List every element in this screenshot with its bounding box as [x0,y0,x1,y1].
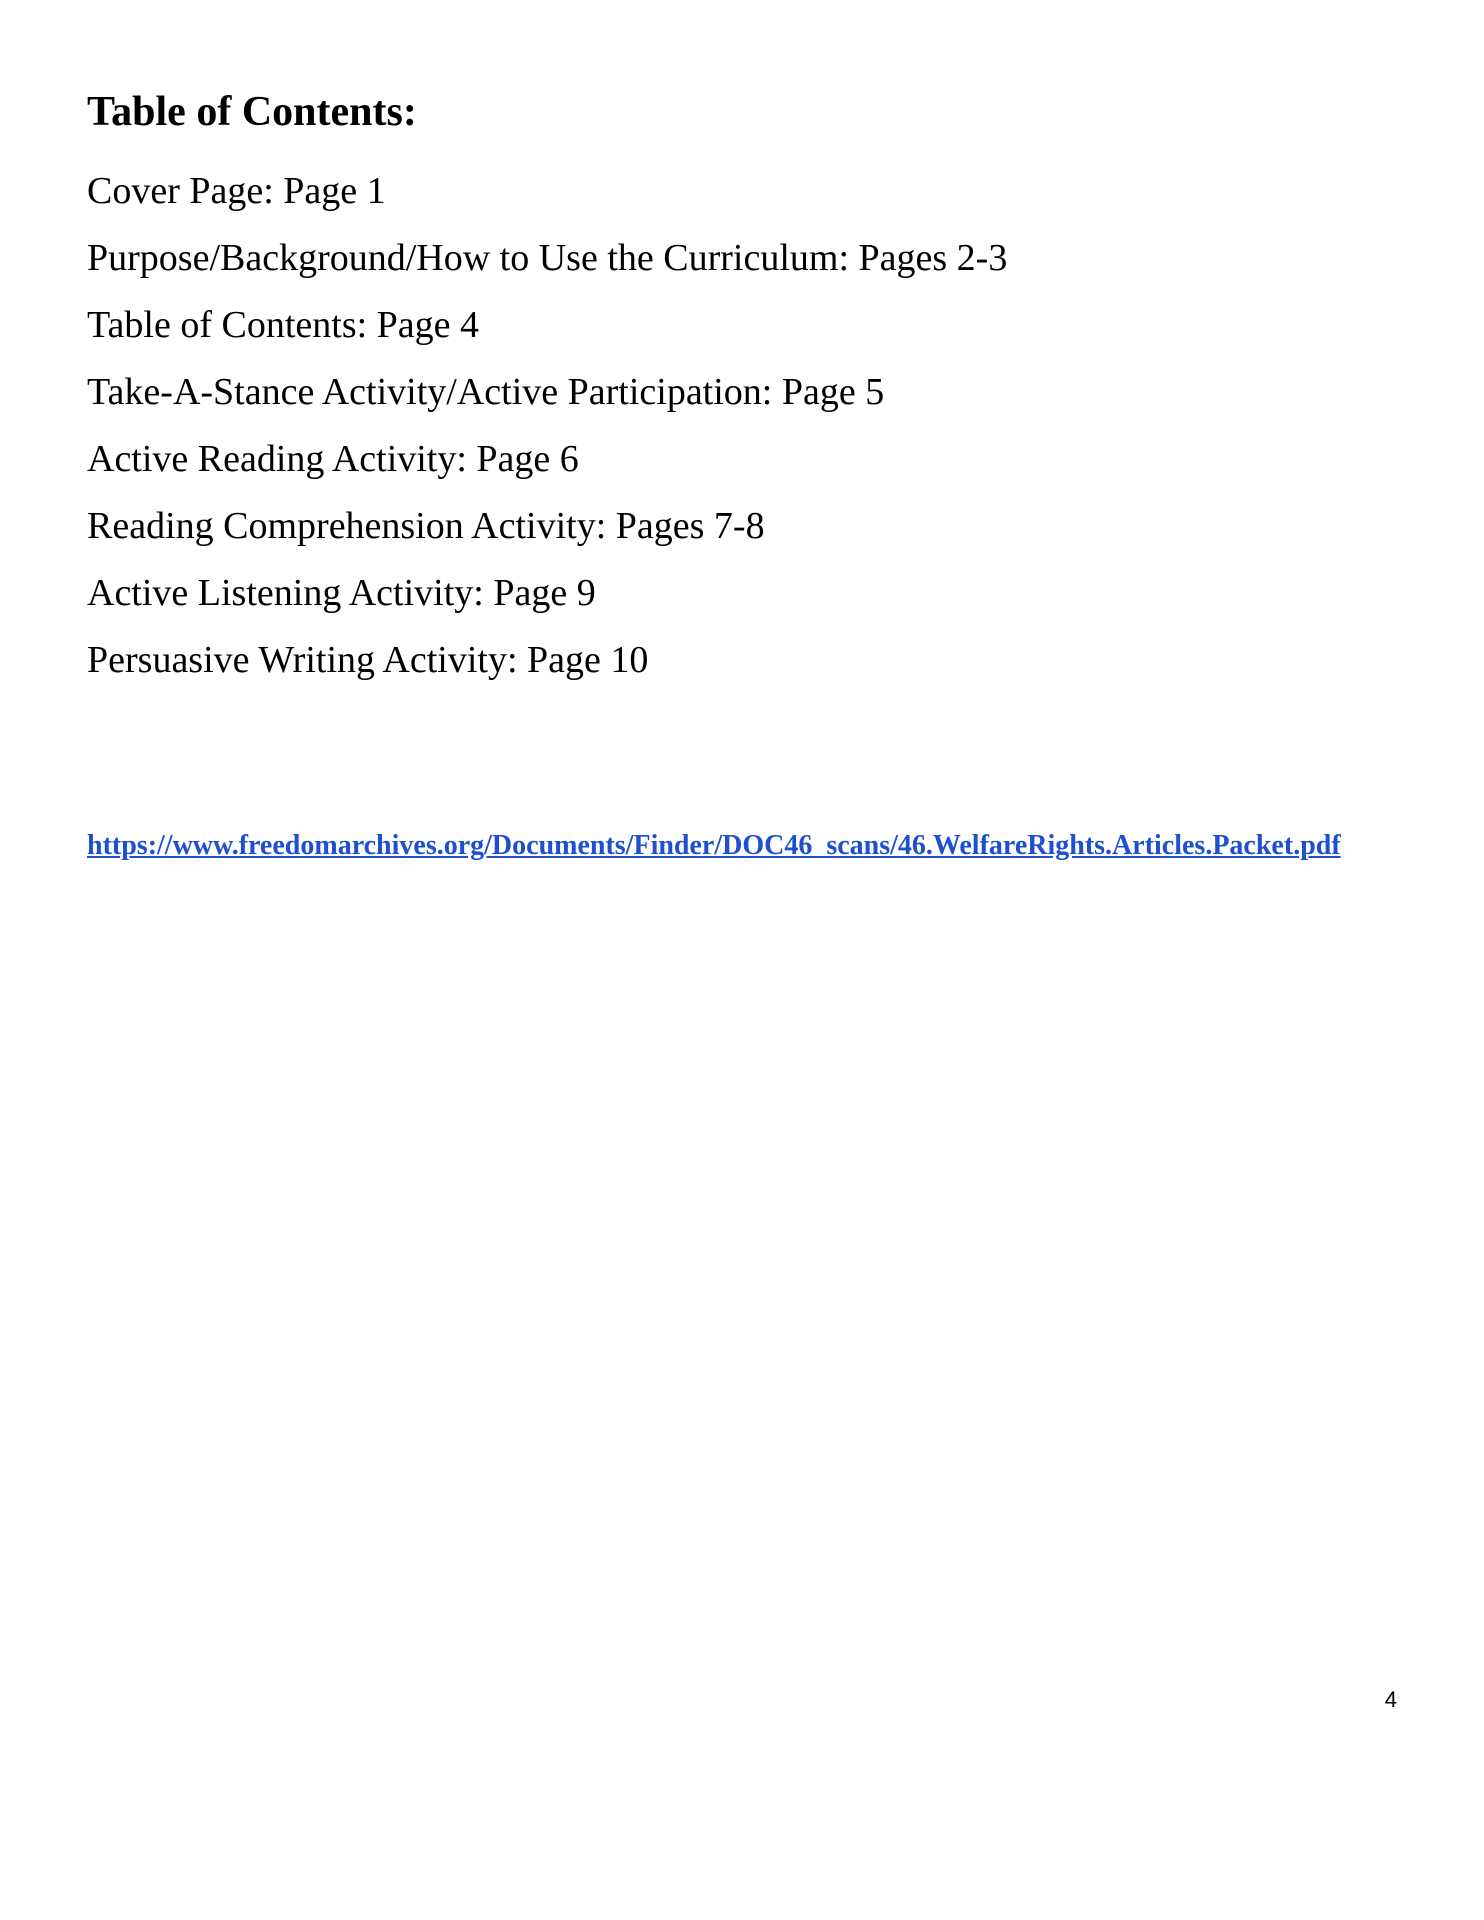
toc-entry-cover-page: Cover Page: Page 1 [87,170,386,212]
toc-entry-take-a-stance: Take-A-Stance Activity/Active Participation: Page 5 [87,371,885,413]
toc-entry-active-reading: Active Reading Activity: Page 6 [87,438,579,480]
toc-entry-purpose-background: Purpose/Background/How to Use the Curriculum: Pages 2-3 [87,237,1008,279]
page-title: Table of Contents: [87,89,417,135]
toc-entry-reading-comprehension: Reading Comprehension Activity: Pages 7-8 [87,505,765,547]
source-link[interactable]: https://www.freedomarchives.org/Documents/Finder/DOC46_scans/46.WelfareRights.Articles.Packet.pdf [87,830,1341,861]
page-number: 4 [1384,1687,1397,1712]
toc-entry-table-of-contents: Table of Contents: Page 4 [87,304,480,346]
toc-entry-persuasive-writing: Persuasive Writing Activity: Page 10 [87,639,649,681]
toc-entry-active-listening: Active Listening Activity: Page 9 [87,572,596,614]
toc-list [87,158,1007,694]
